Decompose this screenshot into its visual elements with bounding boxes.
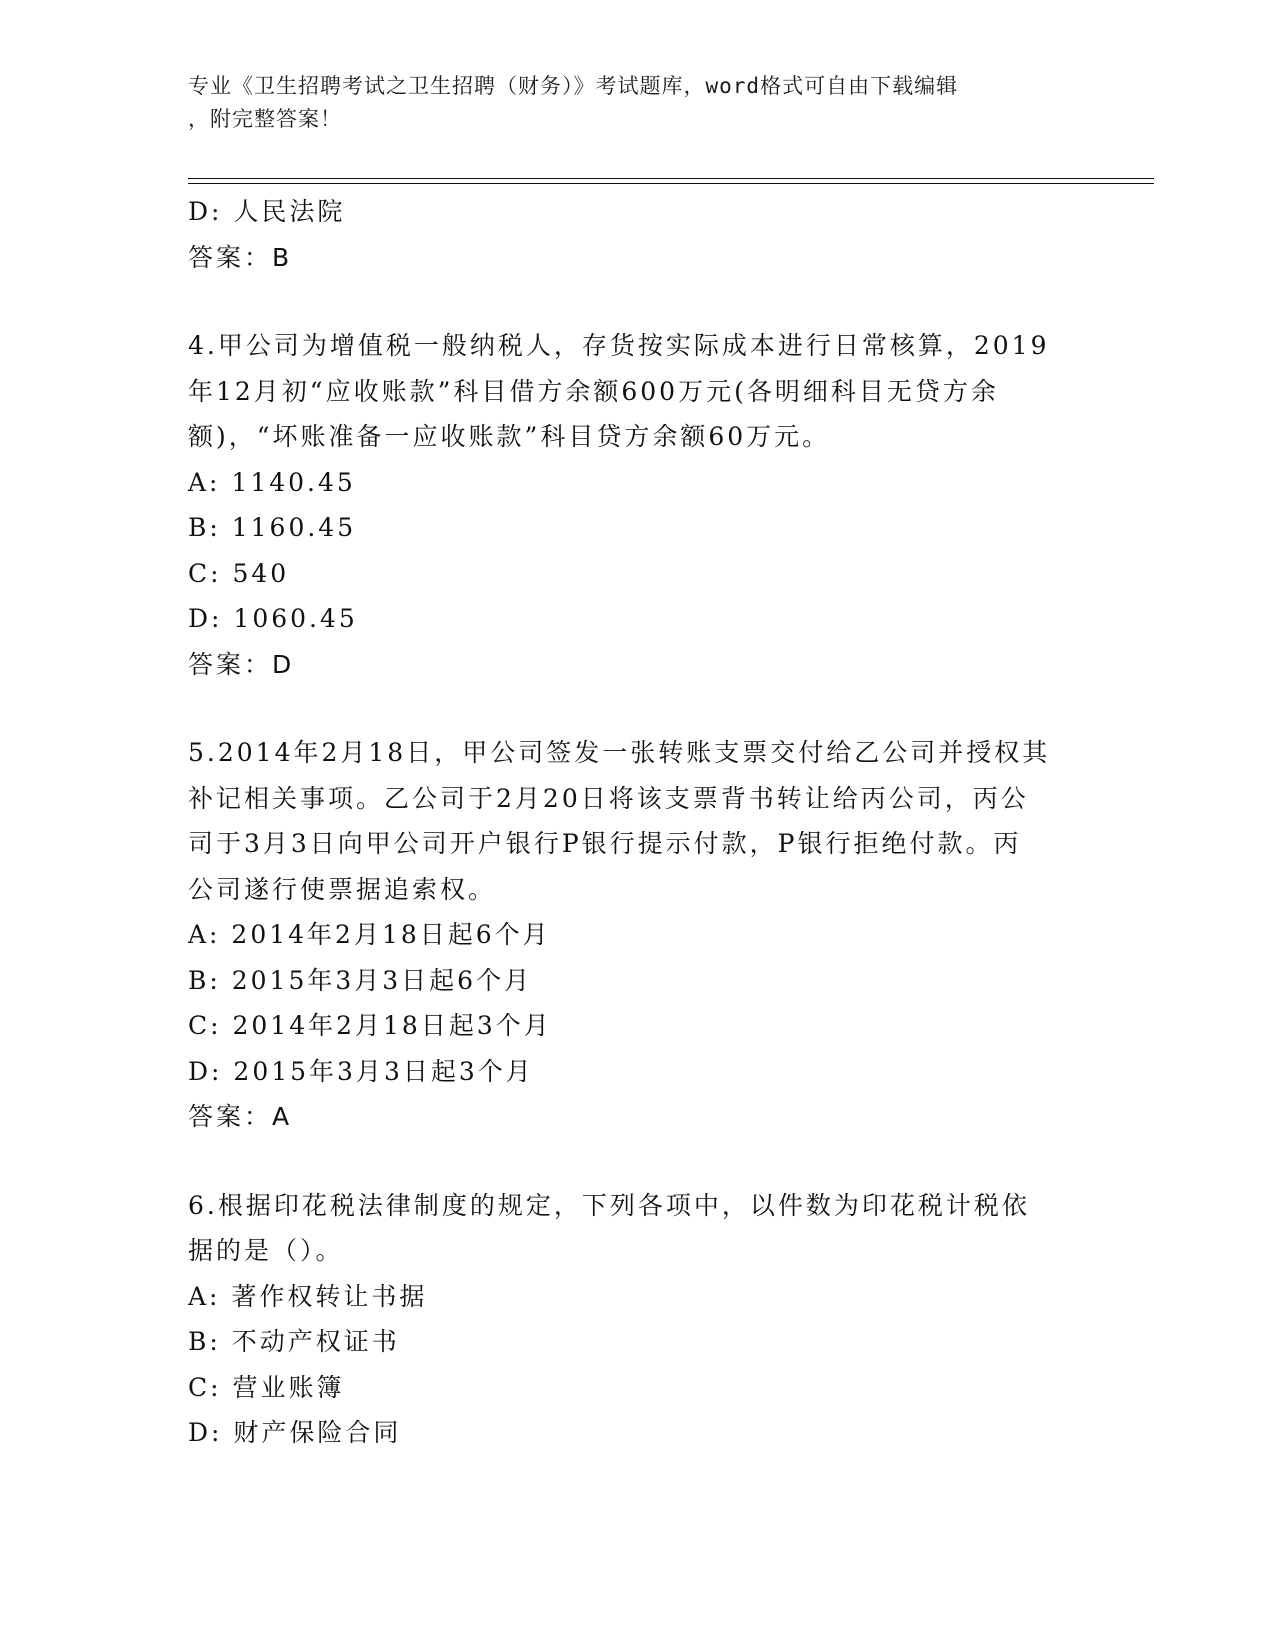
question-6 xyxy=(188,1183,1088,1456)
header-divider-bottom xyxy=(188,183,1154,184)
document-header xyxy=(188,70,1068,136)
question-3 xyxy=(188,189,1088,280)
question-5 xyxy=(188,730,1088,1140)
option-b: B: 不动产权证书 xyxy=(188,1327,400,1356)
answer-label: 答案：A xyxy=(188,1102,293,1131)
option-d: D: 人民法院 xyxy=(188,197,346,226)
option-a: A: 著作权转让书据 xyxy=(188,1281,428,1311)
question-stem-line: 公司遂行使票据追索权。 xyxy=(188,874,497,904)
option-a: A: 1140.45 xyxy=(188,467,356,497)
option-c: C: 2014年2月18日起3个月 xyxy=(188,1011,552,1040)
question-stem-line: 据的是（）。 xyxy=(188,1236,344,1265)
option-d: D: 2015年3月3日起3个月 xyxy=(188,1056,534,1086)
option-c: C: 540 xyxy=(188,558,290,588)
question-stem-line: 6.根据印花税法律制度的规定，下列各项中，以件数为印花税计税依 xyxy=(188,1190,1030,1220)
answer-label: 答案：B xyxy=(188,242,293,272)
question-stem-line: 额)，“坏账准备一应收账款”科目贷方余额60万元。 xyxy=(188,422,831,451)
header-line-2: ，附完整答案！ xyxy=(188,107,342,131)
question-stem-line: 司于3月3日向甲公司开户银行P银行提示付款，P银行拒绝付款。丙 xyxy=(188,829,1022,858)
question-4 xyxy=(188,323,1088,687)
option-a: A: 2014年2月18日起6个月 xyxy=(188,920,551,949)
question-stem-line: 5.2014年2月18日，甲公司签发一张转账支票交付给乙公司并授权其 xyxy=(188,738,1051,767)
question-stem-line: 年12月初“应收账款”科目借方余额600万元(各明细科目无贷方余 xyxy=(188,376,999,406)
answer-label: 答案：D xyxy=(188,649,295,679)
question-stem-line: 补记相关事项。乙公司于2月20日将该支票背书转让给丙公司，丙公 xyxy=(188,783,1029,813)
option-b: B: 2015年3月3日起6个月 xyxy=(188,965,533,995)
option-d: D: 财产保险合同 xyxy=(188,1418,402,1447)
question-stem-line: 4.甲公司为增值税一般纳税人，存货按实际成本进行日常核算，2019 xyxy=(188,331,1050,360)
option-d: D: 1060.45 xyxy=(188,604,358,633)
option-b: B: 1160.45 xyxy=(188,513,357,542)
header-line-1: 专业《卫生招聘考试之卫生招聘（财务）》考试题库，word格式可自由下载编辑 xyxy=(188,74,959,98)
question-list xyxy=(188,189,1088,1456)
option-c: C: 营业账簿 xyxy=(188,1372,345,1402)
header-divider-top xyxy=(188,178,1154,179)
